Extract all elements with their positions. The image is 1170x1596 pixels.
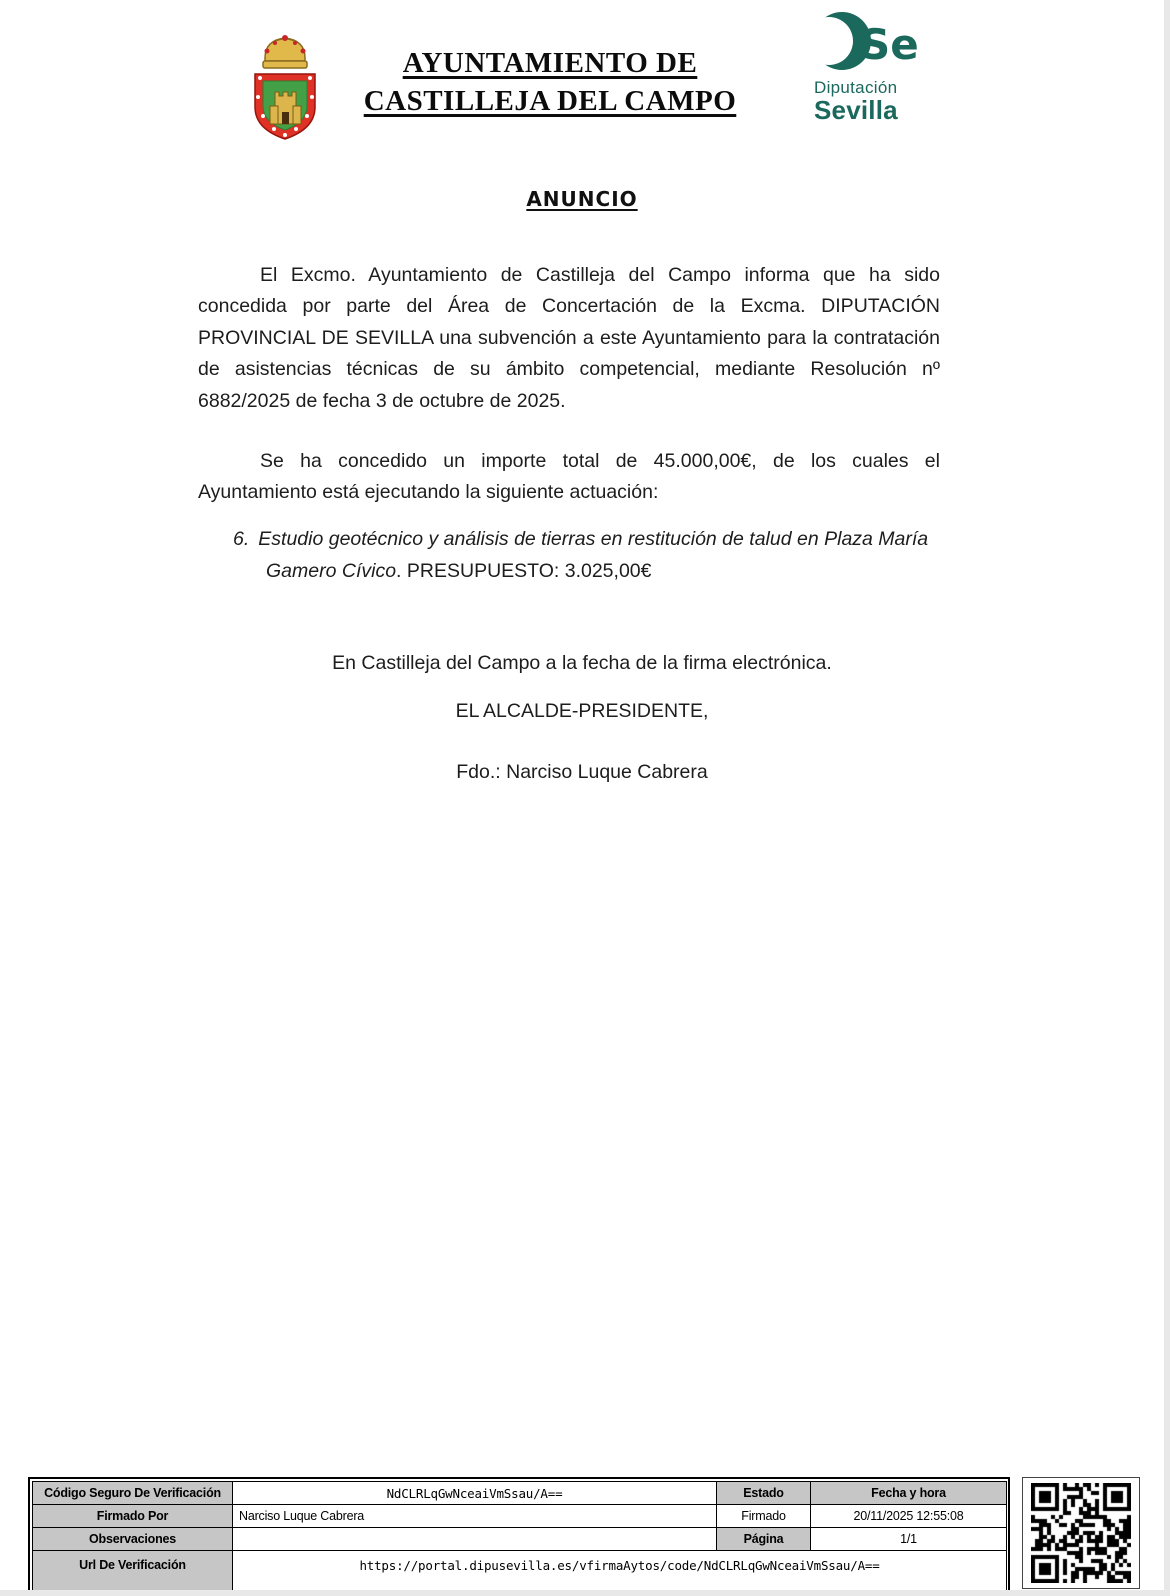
firmado-por-value: Narciso Luque Cabrera [233,1505,717,1528]
municipality-title [325,44,775,120]
table-row-observaciones [33,1528,1007,1551]
estado-value: Firmado [717,1505,811,1528]
pagina-value: 1/1 [811,1528,1007,1551]
diputacion-sevilla-logo [812,10,944,123]
table-row-csv [33,1482,1007,1505]
logo-text-diputacion: Diputación [814,78,898,97]
observaciones-value [233,1528,717,1551]
observaciones-label: Observaciones [33,1528,233,1551]
logo-text-sevilla: Sevilla [814,95,898,125]
csv-label: Código Seguro De Verificación [33,1482,233,1505]
closing-role-line: EL ALCALDE-PRESIDENTE, [455,699,709,722]
table-row-firmado [33,1505,1007,1528]
qr-code-icon [1031,1483,1131,1583]
url-verificacion-label: Url De Verificación [33,1551,233,1591]
coat-of-arms-icon [248,34,322,142]
svg-text:Se: Se [860,20,919,69]
csv-value: NdCLRLqGwNceaiVmSsau/A== [233,1482,717,1505]
closing-signature-line: Fdo.: Narciso Luque Cabrera [456,760,708,783]
action-item-number: 6. [233,528,250,550]
estado-label: Estado [717,1482,811,1505]
document-heading: ANUNCIO [526,187,638,211]
fecha-hora-label: Fecha y hora [811,1482,1007,1505]
action-list-item [233,524,974,587]
action-item-budget: . PRESUPUESTO: 3.025,00€ [396,559,652,582]
qr-code-box [1022,1477,1140,1589]
paragraph-subvencion: El Excmo. Ayuntamiento de Castilleja del Campo informa que ha sido concedida por parte del Área de Concertación de la Excma. DIPUTACIÓN PROVINCIAL DE SEVILLA una subvención a este Ayuntamiento para la contratación de asistencias técnicas de su ámbito competencial, mediante Resolución nº 6882/2025 de fecha 3 de octubre de 2025. [198,263,940,412]
diputacion-sevilla-logo-mark [812,10,934,72]
municipality-title-line1: AYUNTAMIENTO DE [402,47,698,79]
pagina-label: Página [717,1528,811,1551]
action-item-description: Estudio geotécnico y análisis de tierras en restitución de talud en Plaza María Gamero Cívico [258,528,929,582]
closing-place-line: En Castilleja del Campo a la fecha de la firma electrónica. [332,651,832,674]
paragraph-importe: Se ha concedido un importe total de 45.000,00€, de los cuales el Ayuntamiento está ejecutando la siguiente actuación: [198,449,940,503]
firmado-por-label: Firmado Por [33,1505,233,1528]
fecha-hora-value: 20/11/2025 12:55:08 [811,1505,1007,1528]
municipality-title-line2: CASTILLEJA DEL CAMPO [363,85,737,117]
signature-verification-table [28,1477,1010,1590]
table-row-url [33,1551,1007,1591]
url-verificacion-value: https://portal.dipusevilla.es/vfirmaAytos/code/NdCLRLqGwNceaiVmSsau/A== [233,1551,1007,1591]
